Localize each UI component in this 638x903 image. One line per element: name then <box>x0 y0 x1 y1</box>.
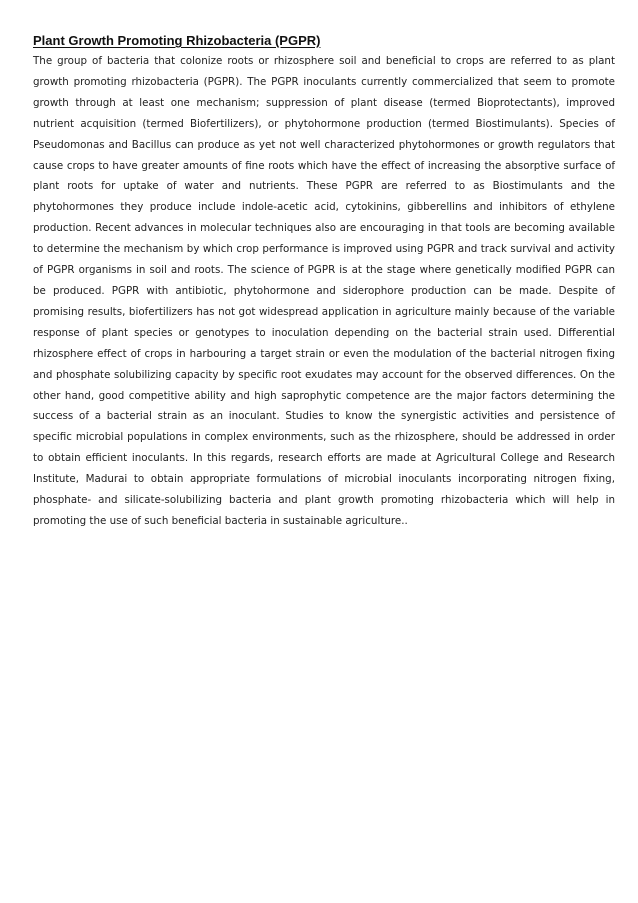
body-paragraph: The group of bacteria that colonize roots or rhizosphere soil and beneficial to crops are referred to as plant growth promoting rhizobacteria (PGPR). The PGPR inoculants currently commercialized that seem to promote growth through at least one mechanism; suppression of plant disease (termed Bioprotectants), improved nutrient acquisition (termed Biofertilizers), or phytohormone production (termed Biostimulants). Species of Pseudomonas and Bacillus can produce as yet not well characterized phytohormones or growth regulators that cause crops to have greater amounts of fine roots which have the effect of increasing the absorptive surface of plant roots for uptake of water and nutrients. These PGPR are referred to as Biostimulants and the phytohormones they produce include indole-acetic acid, cytokinins, gibberellins and inhibitors of ethylene production. Recent advances in molecular techniques also are encouraging in that tools are becoming available to determine the mechanism by which crop performance is improved using PGPR and track survival and activity of PGPR organisms in soil and roots. The science of PGPR is at the stage where genetically modified PGPR can be produced. PGPR with antibiotic, phytohormone and siderophore production can be made. Despite of promising results, biofertilizers has not got widespread application in agriculture mainly because of the variable response of plant species or genotypes to inoculation depending on the bacterial strain used. Differential rhizosphere effect of crops in harbouring a target strain or even the modulation of the bacterial nitrogen fixing and phosphate solubilizing capacity by specific root exudates may account for the observed differences. On the other hand, good competitive ability and high saprophytic competence are the major factors determining the success of a bacterial strain as an inoculant. Studies to know the synergistic activities and persistence of specific microbial populations in complex environments, such as the rhizosphere, should be addressed in order to obtain efficient inoculants. In this regards, research efforts are made at Agricultural College and Research Institute, Madurai to obtain appropriate formulations of microbial inoculants incorporating nitrogen fixing, phosphate- and silicate-solubilizing bacteria and plant growth promoting rhizobacteria which will help in promoting the use of such beneficial bacteria in sustainable agriculture.. <box>33 55 615 527</box>
page-title: Plant Growth Promoting Rhizobacteria (PGPR) <box>33 33 321 48</box>
